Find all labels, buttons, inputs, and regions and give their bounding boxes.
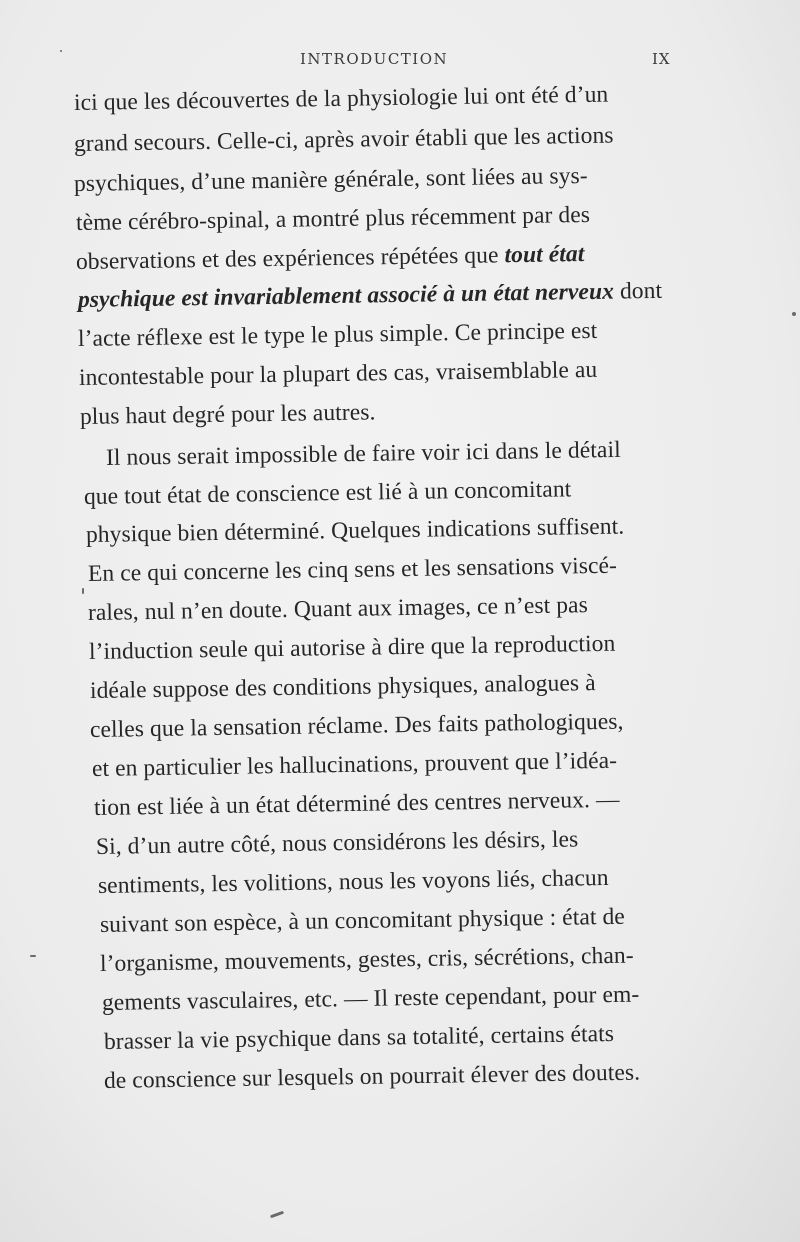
- paper-speck: [82, 588, 84, 594]
- text-line: suivant son espèce, à un concomitant physique : état de: [99, 903, 626, 938]
- text-line: Si, d’un autre côté, nous considérons les désirs, les: [95, 826, 579, 860]
- text-line: physique bien déterminé. Quelques indications suffisent.: [85, 513, 625, 548]
- text-line: de conscience sur lesquels on pourrait élever des doutes.: [103, 1059, 641, 1094]
- italic-text: tout état: [504, 241, 585, 269]
- text-line: l’organisme, mouvements, gestes, cris, sécrétions, chan-: [99, 942, 634, 977]
- italic-text: psychique est invariablement associé à un état nerveux: [77, 278, 615, 313]
- paper-speck: [30, 955, 36, 957]
- text-line: l’acte réflexe est le type le plus simple. Ce principe est: [77, 317, 598, 352]
- text-line: En ce qui concerne les cinq sens et les sensations viscé-: [87, 552, 618, 587]
- text-line: que tout état de conscience est lié à un concomitant: [83, 476, 572, 510]
- text-line: rales, nul n’en doute. Quant aux images, ce n’est pas: [87, 592, 589, 626]
- text-line: tème cérébro-spinal, a montré plus récemment par des: [75, 201, 591, 236]
- text-line: et en particulier les hallucinations, prouvent que l’idéa-: [91, 747, 618, 782]
- text-line: l’induction seule qui autorise à dire que la reproduction: [88, 630, 616, 665]
- text-line: Il nous serait impossible de faire voir ici dans le détail: [105, 436, 621, 471]
- text-line: tion est liée à un état déterminé des centres nerveux. —: [93, 786, 620, 821]
- text-line: psychique est invariablement associé à un état nerveux dont: [77, 277, 663, 313]
- text-line: psychiques, d’une manière générale, sont liées au sys-: [73, 162, 588, 197]
- text-line: ici que les découvertes de la physiologie lui ont été d’un: [73, 81, 609, 116]
- text-line: idéale suppose des conditions physiques, analogues à: [89, 670, 596, 704]
- text-line: brasser la vie psychique dans sa totalité, certains états: [103, 1020, 615, 1055]
- page-number: IX: [652, 50, 671, 68]
- text-line: grand secours. Celle-ci, après avoir établi que les actions: [73, 122, 614, 157]
- text-line: celles que la sensation réclame. Des faits pathologiques,: [89, 708, 624, 743]
- text-line: sentiments, les volitions, nous les voyons liés, chacun: [97, 864, 609, 899]
- text-line: incontestable pour la plupart des cas, vraisemblable au: [78, 356, 598, 391]
- text-line: gements vasculaires, etc. — Il reste cependant, pour em-: [101, 981, 640, 1016]
- text-line: observations et des expériences répétées que tout état: [75, 241, 585, 275]
- text-line: plus haut degré pour les autres.: [79, 399, 376, 430]
- running-title: INTRODUCTION: [300, 50, 449, 68]
- paper-speck: [792, 312, 796, 316]
- paper-speck: [60, 50, 62, 52]
